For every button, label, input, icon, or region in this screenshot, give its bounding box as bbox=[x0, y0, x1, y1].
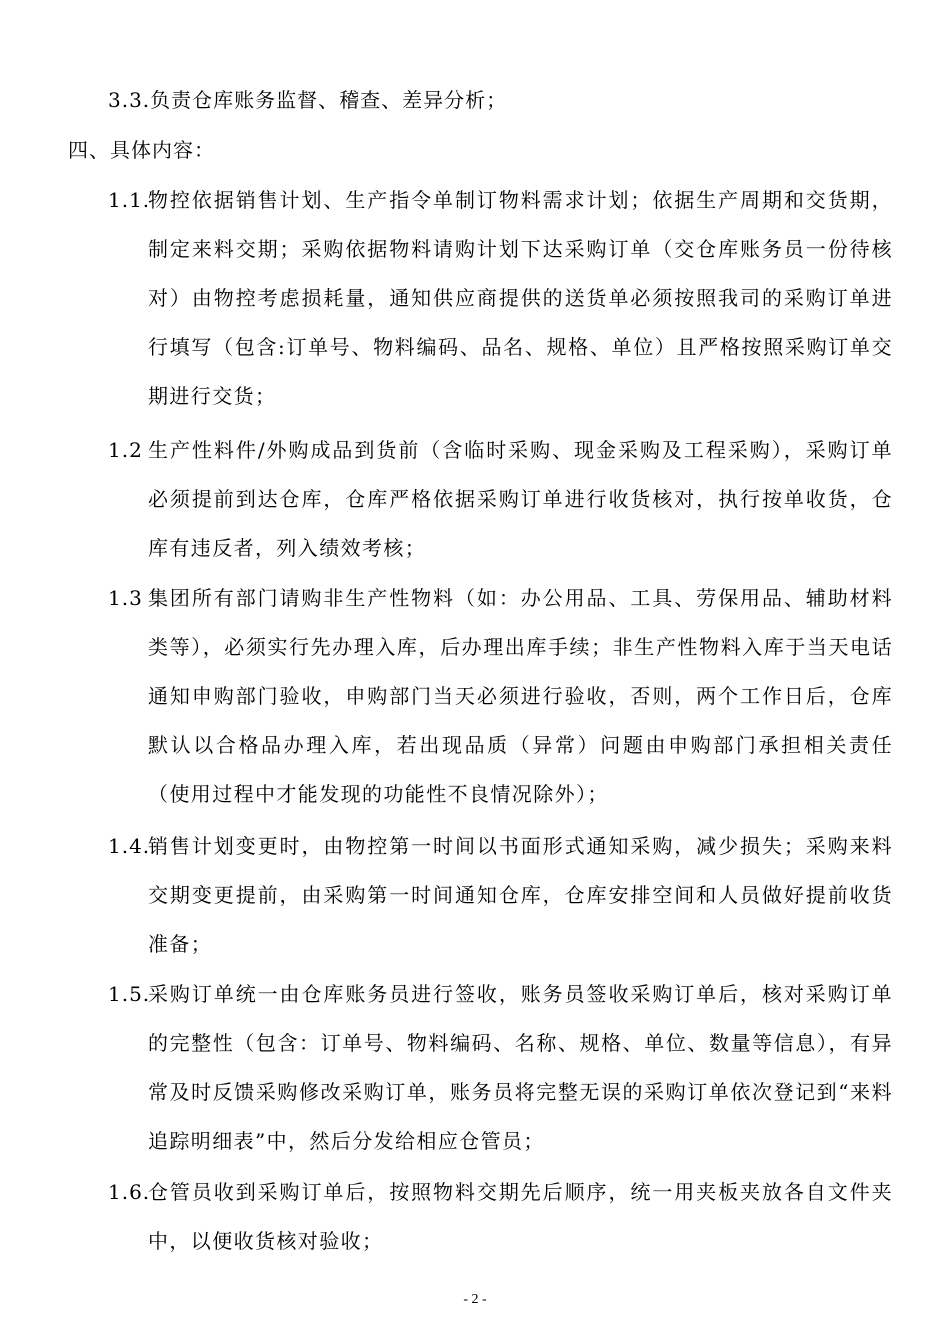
item-3-3: 3.3.负责仓库账务监督、稽查、差异分析； bbox=[108, 88, 508, 112]
item-text: 仓管员收到采购订单后，按照物料交期先后顺序，统一用夹板夹放各自文件夹中，以便收货核对验收； bbox=[148, 1180, 893, 1253]
item-number: 1.5. bbox=[108, 982, 151, 1006]
item-number: 1.2 bbox=[108, 438, 143, 462]
item-number: 1.4. bbox=[108, 834, 151, 858]
list-item-1-5 bbox=[108, 970, 893, 1166]
item-number: 1.6. bbox=[108, 1180, 151, 1204]
item-number: 1.1. bbox=[108, 188, 151, 212]
item-text: 生产性料件/外购成品到货前（含临时采购、现金采购及工程采购），采购订单必须提前到达仓库，仓库严格依据采购订单进行收货核对，执行按单收货，仓库有违反者，列入绩效考核； bbox=[148, 438, 893, 560]
list-item-1-1 bbox=[108, 176, 893, 421]
item-text: 物控依据销售计划、生产指令单制订物料需求计划；依据生产周期和交货期，制定来料交期；采购依据物料请购计划下达采购订单（交仓库账务员一份待核对）由物控考虑损耗量，通知供应商提供的送货单必须按照我司的采购订单进行填写（包含:订单号、物料编码、品名、规格、单位）且严格按照采购订单交期进行交货； bbox=[148, 188, 893, 408]
item-text: 集团所有部门请购非生产性物料（如：办公用品、工具、劳保用品、辅助材料类等），必须实行先办理入库，后办理出库手续；非生产性物料入库于当天电话通知申购部门验收，申购部门当天必须进行验收，否则，两个工作日后，仓库默认以合格品办理入库，若出现品质（异常）问题由申购部门承担相关责任（使用过程中才能发现的功能性不良情况除外）； bbox=[148, 586, 893, 806]
section-heading-4: 四、具体内容： bbox=[68, 138, 215, 162]
list-item-1-3 bbox=[108, 574, 893, 819]
page-number: - 2 - bbox=[463, 1292, 487, 1307]
list-item-1-6 bbox=[108, 1168, 893, 1266]
list-item-1-4 bbox=[108, 822, 893, 969]
item-number: 1.3 bbox=[108, 586, 143, 610]
item-text: 采购订单统一由仓库账务员进行签收，账务员签收采购订单后，核对采购订单的完整性（包含：订单号、物料编码、名称、规格、单位、数量等信息），有异常及时反馈采购修改采购订单，账务员将完整无误的采购订单依次登记到“来料追踪明细表”中，然后分发给相应仓管员； bbox=[148, 982, 893, 1153]
list-item-1-2 bbox=[108, 426, 893, 573]
item-text: 销售计划变更时，由物控第一时间以书面形式通知采购，减少损失；采购来料交期变更提前，由采购第一时间通知仓库，仓库安排空间和人员做好提前收货准备； bbox=[148, 834, 893, 956]
